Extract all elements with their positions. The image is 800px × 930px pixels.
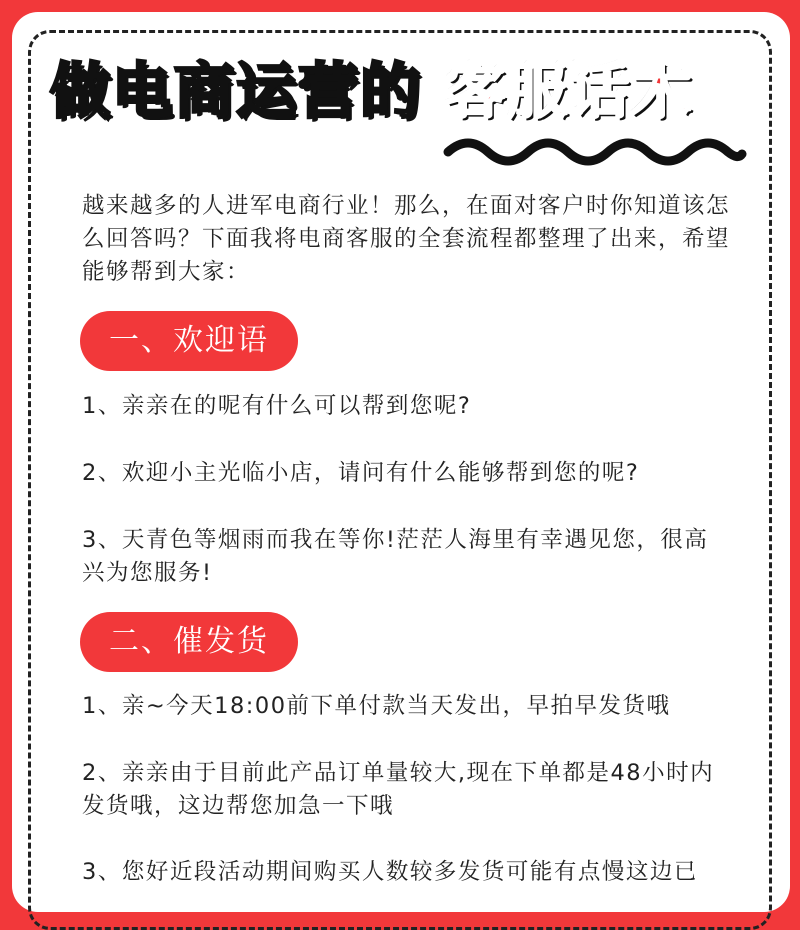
title-highlight: 客服话术 <box>445 57 693 127</box>
list-item: 3、您好近段活动期间购买人数较多发货可能有点慢这边已 <box>82 859 698 885</box>
section-heading-welcome: 一、欢迎语 <box>80 311 298 371</box>
list-item: 1、亲亲在的呢有什么可以帮到您呢? <box>82 393 472 419</box>
list-item: 3、天青色等烟雨而我在等你!茫茫人海里有幸遇见您，很高兴为您服务! <box>82 527 709 586</box>
list-item: 2、欢迎小主光临小店，请问有什么能够帮到您的呢? <box>82 460 640 486</box>
list-item: 2、亲亲由于目前此产品订单量较大,现在下单都是48小时内发货哦，这边帮您加急一下哦 <box>82 760 715 819</box>
list-item: 1、亲~今天18:00前下单付款当天发出，早拍早发货哦 <box>82 693 671 719</box>
title-main: 做电商运营的 <box>50 57 422 127</box>
intro-text: 越来越多的人进军电商行业！那么，在面对客户时你知道该怎么回答吗？下面我将电商客服的全套流程都整理了出来，希望能够帮到大家： <box>82 193 731 285</box>
wavy-underline <box>440 130 750 170</box>
section-heading-shipping: 二、催发货 <box>80 612 298 672</box>
poster-title <box>50 52 750 132</box>
